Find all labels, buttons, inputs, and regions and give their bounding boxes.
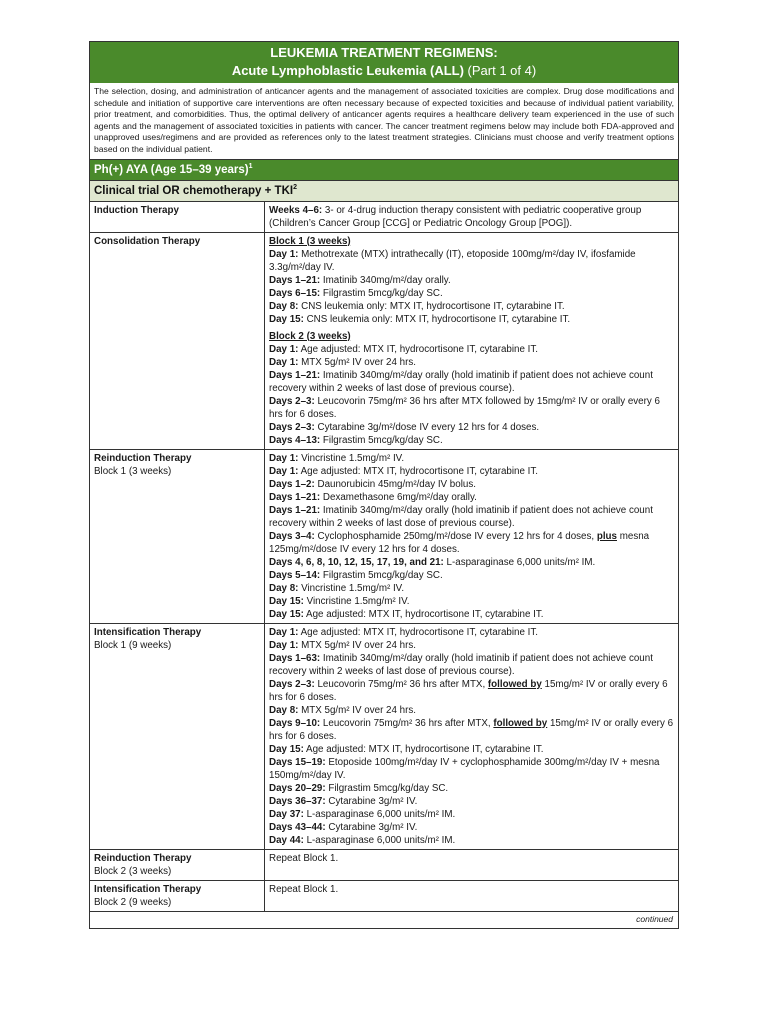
- dose-line: [269, 530, 674, 556]
- dose-day: Days 36–37:: [269, 795, 326, 807]
- block-heading: Block 2 (3 weeks): [269, 330, 351, 342]
- dose-text: Dexamethasone 6mg/m²/day orally.: [320, 491, 477, 503]
- dose-lines: [269, 452, 674, 621]
- dose-line: [269, 478, 674, 491]
- regimen-document: [89, 41, 679, 929]
- dose-line: [269, 313, 674, 326]
- regimen-cell: [265, 449, 679, 623]
- regimen-table: [90, 202, 678, 912]
- dose-line: [269, 287, 674, 300]
- dose-text: Filgrastim 5mcg/kg/day SC.: [320, 287, 443, 299]
- dose-text: Methotrexate (MTX) intrathecally (IT), etoposide 100mg/m²/day IV, ifosfamide 3.3g/m²/day IV.: [269, 248, 636, 273]
- phase-cell: [90, 880, 265, 911]
- title-bar: [90, 42, 678, 83]
- dose-day: Days 1–21:: [269, 274, 321, 286]
- dose-line: [269, 582, 674, 595]
- phase-label: Consolidation Therapy: [94, 235, 201, 247]
- dose-day: Days 1–21:: [269, 491, 321, 503]
- dose-text: Leucovorin 75mg/m² 36 hrs after MTX followed by 15mg/m² IV or orally every 6 hrs for 6 doses.: [269, 395, 660, 420]
- dose-line: [269, 756, 674, 782]
- dose-day: Days 2–3:: [269, 421, 315, 433]
- footnote-ref: 1: [248, 162, 253, 170]
- dose-day: Day 8:: [269, 704, 299, 716]
- dose-day: Days 6–15:: [269, 287, 321, 299]
- dose-text: CNS leukemia only: MTX IT, hydrocortisone IT, cytarabine IT.: [303, 313, 571, 325]
- dose-line: [269, 595, 674, 608]
- dose-line: [269, 821, 674, 834]
- dose-day: Day 15:: [269, 313, 304, 325]
- dose-line: [269, 569, 674, 582]
- dose-text: Cytarabine 3g/m² IV.: [325, 821, 418, 833]
- dose-text: Age adjusted: MTX IT, hydrocortisone IT, cytarabine IT.: [303, 743, 544, 755]
- phase-cell: [90, 449, 265, 623]
- dose-day: Day 37:: [269, 808, 304, 820]
- dose-line: [269, 504, 674, 530]
- dose-day: Days 20–29:: [269, 782, 326, 794]
- disclaimer-text: The selection, dosing, and administration of anticancer agents and the management of associated toxicities are complex. Drug dose modifications and schedule and initiation of supportive care interventions are often necessary because of expected toxicities and because of individual patient variability, prior treatment, and comorbidities. Thus, the optimal delivery of anticancer agents requires a healthcare delivery team experienced in the use of such agents and the management of associated toxicities in patients with cancer. The cancer treatment regimens below may include both FDA-approved and unapproved uses/regimens and are provided as references only to the latest treatment strategies. Clinicians must choose and verify treatment options based on the individual patient.: [90, 83, 678, 160]
- subtitle-main: Acute Lymphoblastic Leukemia (ALL): [231, 63, 464, 78]
- dose-day: Day 8:: [269, 300, 299, 312]
- dose-line: [269, 491, 674, 504]
- dose-line: [269, 356, 674, 369]
- dose-day: Days 4–13:: [269, 434, 321, 446]
- dose-day: Day 44:: [269, 834, 304, 846]
- dose-line: [269, 652, 674, 678]
- dose-day: Day 15:: [269, 608, 304, 620]
- dose-day: Days 15–19:: [269, 756, 326, 768]
- dose-text: Imatinib 340mg/m²/day orally (hold imatinib if patient does not achieve count recovery within 2 weeks of last dose of previous course).: [269, 652, 653, 677]
- table-row-intensification-2: [90, 880, 678, 911]
- dose-line: [269, 421, 674, 434]
- dose-day: Days 1–21:: [269, 369, 321, 381]
- regimen-cell: [265, 623, 679, 849]
- dose-text: 15mg/m² IV or orally every 6 hrs for 6 doses.: [269, 678, 668, 703]
- phase-label: Intensification Therapy: [94, 883, 202, 895]
- emphasis-text: plus: [596, 530, 617, 542]
- dose-text: MTX 5g/m² IV over 24 hrs.: [298, 704, 417, 716]
- table-row-induction: [90, 202, 678, 233]
- dose-text: Filgrastim 5mcg/kg/day SC.: [320, 569, 443, 581]
- phase-duration: Block 1 (9 weeks): [94, 639, 172, 651]
- table-row-reinduction-2: [90, 849, 678, 880]
- dose-day: Day 15:: [269, 743, 304, 755]
- regimen-cell: [265, 202, 679, 233]
- phase-cell: [90, 623, 265, 849]
- section-subheading-text: Clinical trial OR chemotherapy + TKI: [94, 184, 294, 197]
- subtitle-part: (Part 1 of 4): [467, 63, 537, 78]
- dose-line: [269, 626, 674, 639]
- dose-line: [269, 704, 674, 717]
- dose-lines: [269, 248, 674, 326]
- dose-lines: [269, 626, 674, 847]
- footnote-ref: 2: [293, 183, 297, 191]
- dose-line: [269, 248, 674, 274]
- phase-cell: [90, 232, 265, 449]
- dose-text: 15mg/m² IV or orally every 6 hrs for 6 doses.: [269, 717, 674, 742]
- phase-duration: Block 1 (3 weeks): [94, 465, 172, 477]
- phase-label: Intensification Therapy: [94, 626, 202, 638]
- table-row-reinduction-1: [90, 449, 678, 623]
- emphasis-text: followed by: [493, 717, 548, 729]
- dose-line: [269, 343, 674, 356]
- dose-text: Daunorubicin 45mg/m²/day IV bolus.: [314, 478, 476, 490]
- dose-text: Vincristine 1.5mg/m² IV.: [298, 582, 405, 594]
- section-heading-text: Ph(+) AYA (Age 15–39 years): [94, 163, 249, 176]
- dose-day: Day 1:: [269, 465, 299, 477]
- dose-day: Days 2–3:: [269, 395, 315, 407]
- dose-line: [269, 795, 674, 808]
- dose-text: L-asparaginase 6,000 units/m² IM.: [443, 556, 596, 568]
- dose-text: Cytarabine 3g/m²/dose IV every 12 hrs for 4 doses.: [314, 421, 540, 433]
- dose-day: Day 1:: [269, 639, 299, 651]
- dose-text: L-asparaginase 6,000 units/m² IM.: [303, 834, 456, 846]
- dose-day: Day 1:: [269, 248, 299, 260]
- dose-day: Days 1–63:: [269, 652, 321, 664]
- phase-label: Reinduction Therapy: [94, 852, 192, 864]
- dose-line: [269, 204, 674, 230]
- dose-day: Day 1:: [269, 452, 299, 464]
- dose-day: Day 1:: [269, 626, 299, 638]
- dose-text: Cyclophosphamide 250mg/m²/dose IV every 12 hrs for 4 doses,: [314, 530, 597, 542]
- dose-line: [269, 452, 674, 465]
- dose-line: [269, 465, 674, 478]
- dose-line: [269, 434, 674, 447]
- page-title: LEUKEMIA TREATMENT REGIMENS:: [270, 45, 498, 60]
- dose-text: Age adjusted: MTX IT, hydrocortisone IT, cytarabine IT.: [298, 343, 538, 355]
- table-row-intensification-1: [90, 623, 678, 849]
- dose-day: Days 3–4:: [269, 530, 315, 542]
- dose-text: Etoposide 100mg/m²/day IV + cyclophosphamide 300mg/m²/day IV + mesna 150mg/m²/day IV.: [269, 756, 660, 781]
- dose-text: Leucovorin 75mg/m² 36 hrs after MTX,: [320, 717, 494, 729]
- dose-line: [269, 678, 674, 704]
- dose-text: Filgrastim 5mcg/kg/day SC.: [320, 434, 443, 446]
- phase-duration: Block 2 (3 weeks): [94, 865, 172, 877]
- dose-text: 3- or 4-drug induction therapy consistent with pediatric cooperative group (Children’s Cancer Group [CCG] or Pediatric Oncology Group [POG]).: [269, 204, 642, 229]
- dose-line: [269, 743, 674, 756]
- dose-text: Imatinib 340mg/m²/day orally (hold imatinib if patient does not achieve count recovery within 2 weeks of last dose of previous course).: [269, 504, 653, 529]
- block-heading: Block 1 (3 weeks): [269, 235, 351, 247]
- dose-line: [269, 808, 674, 821]
- dose-line: [269, 556, 674, 569]
- table-row-consolidation: [90, 232, 678, 449]
- regimen-cell: Repeat Block 1.: [265, 880, 679, 911]
- dose-day: Days 9–10:: [269, 717, 321, 729]
- dose-day: Days 1–21:: [269, 504, 321, 516]
- dose-day: Days 43–44:: [269, 821, 326, 833]
- dose-text: MTX 5g/m² IV over 24 hrs.: [298, 639, 417, 651]
- dose-day: Day 15:: [269, 595, 304, 607]
- section-subheading-tki: [90, 181, 678, 202]
- dose-line: [269, 395, 674, 421]
- phase-label: Induction Therapy: [94, 204, 179, 216]
- dose-day: Day 8:: [269, 582, 299, 594]
- dose-line: [269, 782, 674, 795]
- dose-text: Age adjusted: MTX IT, hydrocortisone IT, cytarabine IT.: [298, 626, 538, 638]
- dose-line: [269, 834, 674, 847]
- regimen-cell: Repeat Block 1.: [265, 849, 679, 880]
- dose-line: [269, 274, 674, 287]
- dose-text: Vincristine 1.5mg/m² IV.: [298, 452, 405, 464]
- dose-day: Weeks 4–6:: [269, 204, 323, 216]
- dose-text: Age adjusted: MTX IT, hydrocortisone IT, cytarabine IT.: [303, 608, 544, 620]
- phase-duration: Block 2 (9 weeks): [94, 896, 172, 908]
- dose-line: [269, 639, 674, 652]
- continued-note: continued: [636, 913, 673, 924]
- dose-line: [269, 717, 674, 743]
- phase-label: Reinduction Therapy: [94, 452, 192, 464]
- dose-day: Day 1:: [269, 343, 299, 355]
- dose-text: Imatinib 340mg/m²/day orally.: [320, 274, 451, 286]
- dose-day: Days 1–2:: [269, 478, 315, 490]
- section-heading-ph-aya: [90, 160, 678, 181]
- dose-day: Days 5–14:: [269, 569, 321, 581]
- dose-text: Age adjusted: MTX IT, hydrocortisone IT, cytarabine IT.: [298, 465, 538, 477]
- emphasis-text: followed by: [487, 678, 542, 690]
- phase-cell: [90, 849, 265, 880]
- dose-day: Days 2–3:: [269, 678, 315, 690]
- dose-text: mesna 125mg/m²/dose IV every 12 hrs for 4 doses.: [269, 530, 650, 555]
- dose-text: L-asparaginase 6,000 units/m² IM.: [303, 808, 456, 820]
- dose-lines: [269, 343, 674, 447]
- regimen-cell: [265, 232, 679, 449]
- page-subtitle: [94, 62, 674, 80]
- dose-text: MTX 5g/m² IV over 24 hrs.: [298, 356, 417, 368]
- dose-text: Vincristine 1.5mg/m² IV.: [303, 595, 410, 607]
- dose-text: Leucovorin 75mg/m² 36 hrs after MTX,: [314, 678, 488, 690]
- dose-line: [269, 608, 674, 621]
- dose-text: Filgrastim 5mcg/kg/day SC.: [325, 782, 449, 794]
- dose-text: Cytarabine 3g/m² IV.: [325, 795, 418, 807]
- phase-cell: [90, 202, 265, 233]
- dose-line: [269, 369, 674, 395]
- dose-day: Day 1:: [269, 356, 299, 368]
- dose-text: CNS leukemia only: MTX IT, hydrocortisone IT, cytarabine IT.: [298, 300, 565, 312]
- dose-line: [269, 300, 674, 313]
- dose-text: Imatinib 340mg/m²/day orally (hold imatinib if patient does not achieve count recovery within 2 weeks of last dose of previous course).: [269, 369, 653, 394]
- dose-day: Days 4, 6, 8, 10, 12, 15, 17, 19, and 21:: [269, 556, 444, 568]
